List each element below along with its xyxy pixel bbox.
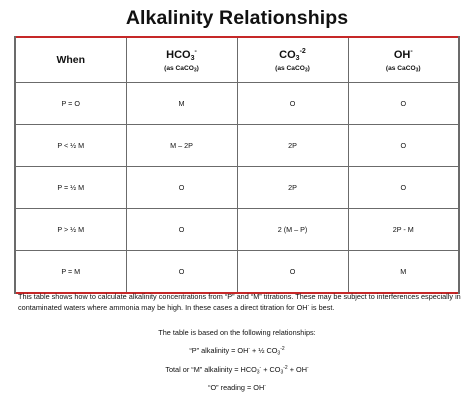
header-oh: OH- (as CaCO$_3$) [348, 37, 459, 83]
cell-when: P = O [15, 83, 126, 125]
cell-when: P = M [15, 251, 126, 294]
cell-hco3: O [126, 209, 237, 251]
table-note: This table shows how to calculate alkalinity concentrations from “P” and “M” titrations. These may be subject to interferences especially in contaminated waters where ammonia may be high. In these cases a direct titration for OH- is best. [18, 292, 461, 312]
cell-hco3: O [126, 167, 237, 209]
table-row [15, 167, 459, 209]
table-row [15, 125, 459, 167]
relationships-intro: The table is based on the following relationships: [158, 328, 316, 337]
cell-oh: M [348, 251, 459, 294]
cell-hco3: M – 2P [126, 125, 237, 167]
alkalinity-table [14, 36, 460, 294]
cell-oh: O [348, 125, 459, 167]
cell-oh: O [348, 167, 459, 209]
cell-when: P < ½ M [15, 125, 126, 167]
cell-hco3: M [126, 83, 237, 125]
cell-hco3: O [126, 251, 237, 294]
cell-co3: 2 (M – P) [237, 209, 348, 251]
table-row [15, 209, 459, 251]
cell-co3: O [237, 251, 348, 294]
table-row [15, 83, 459, 125]
page-title: Alkalinity Relationships [125, 7, 349, 29]
cell-co3: 2P [237, 125, 348, 167]
cell-co3: 2P [237, 167, 348, 209]
o-reading-equation: “O” reading = OH- [208, 383, 266, 392]
table-row [15, 251, 459, 294]
table-header-row [15, 37, 459, 83]
header-hco3: $HCO_3^-$ (as CaCO$_3$) [126, 37, 237, 83]
cell-co3: O [237, 83, 348, 125]
header-when: When [15, 37, 126, 83]
p-alkalinity-equation: “P” alkalinity = OH- + ½ $CO_3^{-2}$ [189, 346, 285, 357]
cell-oh: O [348, 83, 459, 125]
cell-when: P > ½ M [15, 209, 126, 251]
m-alkalinity-equation: Total or “M” alkalinity = $HCO_3^- + CO_3^{-2} + OH^-$ [165, 365, 309, 376]
header-co3: $CO_3^{-2}$ (as CaCO$_3$) [237, 37, 348, 83]
cell-oh: 2P - M [348, 209, 459, 251]
cell-when: P = ½ M [15, 167, 126, 209]
